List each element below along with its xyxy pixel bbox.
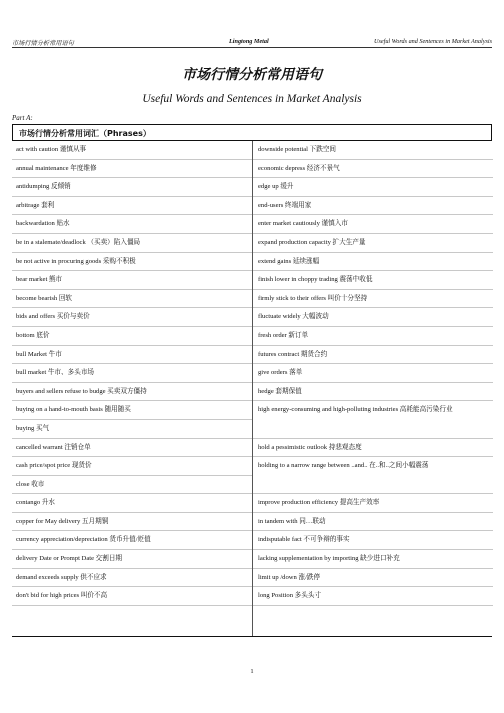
phrase-row: end-users 终端用家 [253, 197, 493, 216]
phrase-row: high energy-consuming and high-polluting industries 高耗能高污染行业 [253, 401, 493, 438]
phrase-row: fluctuate widely 大幅波动 [253, 308, 493, 327]
phrase-row: become bearish 回软 [12, 290, 252, 309]
phrase-row: backwardation 贴水 [12, 215, 252, 234]
header-left-text: 市场行情分析常用语句 [12, 40, 74, 47]
part-label: Part A: [12, 114, 33, 122]
phrase-row: finish lower in choppy trading 震荡中收低 [253, 271, 493, 290]
phrase-row: extend gains 延续涨幅 [253, 253, 493, 272]
phrase-row: expand production capacity 扩大生产量 [253, 234, 493, 253]
phrase-row: in tandem with 同…联动 [253, 513, 493, 532]
phrase-row: demand exceeds supply 供不应求 [12, 569, 252, 588]
phrase-row: improve production efficiency 提高生产效率 [253, 494, 493, 513]
phrase-row: bull market 牛市、多头市场 [12, 364, 252, 383]
phrase-row: futures contract 期货合约 [253, 346, 493, 365]
phrase-row: copper for May delivery 五月期铜 [12, 513, 252, 532]
phrase-row: bottom 底价 [12, 327, 252, 346]
phrase-row: arbitrage 套利 [12, 197, 252, 216]
right-column [253, 141, 493, 636]
phrase-row: hold a pessimistic outlook 持悲观态度 [253, 439, 493, 458]
phrase-row: edge up 缓升 [253, 178, 493, 197]
document-title-english: Useful Words and Sentences in Market Analysis [142, 93, 362, 105]
phrase-row: bids and offers 买价与卖价 [12, 308, 252, 327]
left-phrase-list [12, 141, 252, 606]
page-header [12, 36, 492, 48]
phrase-row: lacking supplementation by importing 缺少进口补充 [253, 550, 493, 569]
phrase-row: firmly stick to their offers 叫价十分坚持 [253, 290, 493, 309]
phrase-row: limit up /down 涨/跌停 [253, 569, 493, 588]
phrase-row: long Position 多头头寸 [253, 587, 493, 606]
phrase-row: close 收市 [12, 476, 252, 495]
page-number: 1 [250, 668, 254, 675]
table-bottom-border [12, 636, 492, 637]
phrase-row: don't bid for high prices 叫价不高 [12, 587, 252, 606]
phrase-row: fresh order 新订单 [253, 327, 493, 346]
phrase-row: buying 买气 [12, 420, 252, 439]
phrase-row: indisputable fact 不可争辩的事实 [253, 531, 493, 550]
phrase-row: economic depress 经济不景气 [253, 160, 493, 179]
phrase-row: enter market cautiously 谨慎入市 [253, 215, 493, 234]
phrase-row: bear market 熊市 [12, 271, 252, 290]
phrase-row: be not active in procuring goods 采购不积极 [12, 253, 252, 272]
phrase-row: act with caution 谨慎从事 [12, 141, 252, 160]
phrase-row: cancelled warrant 注销仓单 [12, 439, 252, 458]
right-phrase-list [253, 141, 493, 606]
header-company: Lingtong Metal [229, 38, 269, 45]
phrase-row: be in a stalemate/deadlock （买卖）陷入僵局 [12, 234, 252, 253]
section-title: 市场行情分析常用词汇（Phrases） [12, 124, 492, 141]
document-title-chinese: 市场行情分析常用语句 [182, 67, 322, 83]
left-column [12, 141, 253, 636]
phrase-row: holding to a narrow range between ..and.. 在..和..之间小幅震荡 [253, 457, 493, 494]
phrase-row: give orders 落单 [253, 364, 493, 383]
phrase-row: currency appreciation/depreciation 货币升值/贬值 [12, 531, 252, 550]
phrase-row: bull Market 牛市 [12, 346, 252, 365]
phrase-row: delivery Date or Prompt Date 交割日期 [12, 550, 252, 569]
phrase-row: cash price/spot price 现货价 [12, 457, 252, 476]
phrase-row: buyers and sellers refuse to budge 买卖双方僵持 [12, 383, 252, 402]
phrase-row: downside potential 下跌空间 [253, 141, 493, 160]
phrase-row: annual maintenance 年度维修 [12, 160, 252, 179]
header-right-text: Useful Words and Sentences in Market Analysis [373, 38, 492, 45]
phrase-row: buying on a hand-to-mouth basis 随用随买 [12, 401, 252, 420]
phrase-row: antidumping 反倾销 [12, 178, 252, 197]
phrase-row: contango 升水 [12, 494, 252, 513]
phrase-row: hedge 套期保值 [253, 383, 493, 402]
